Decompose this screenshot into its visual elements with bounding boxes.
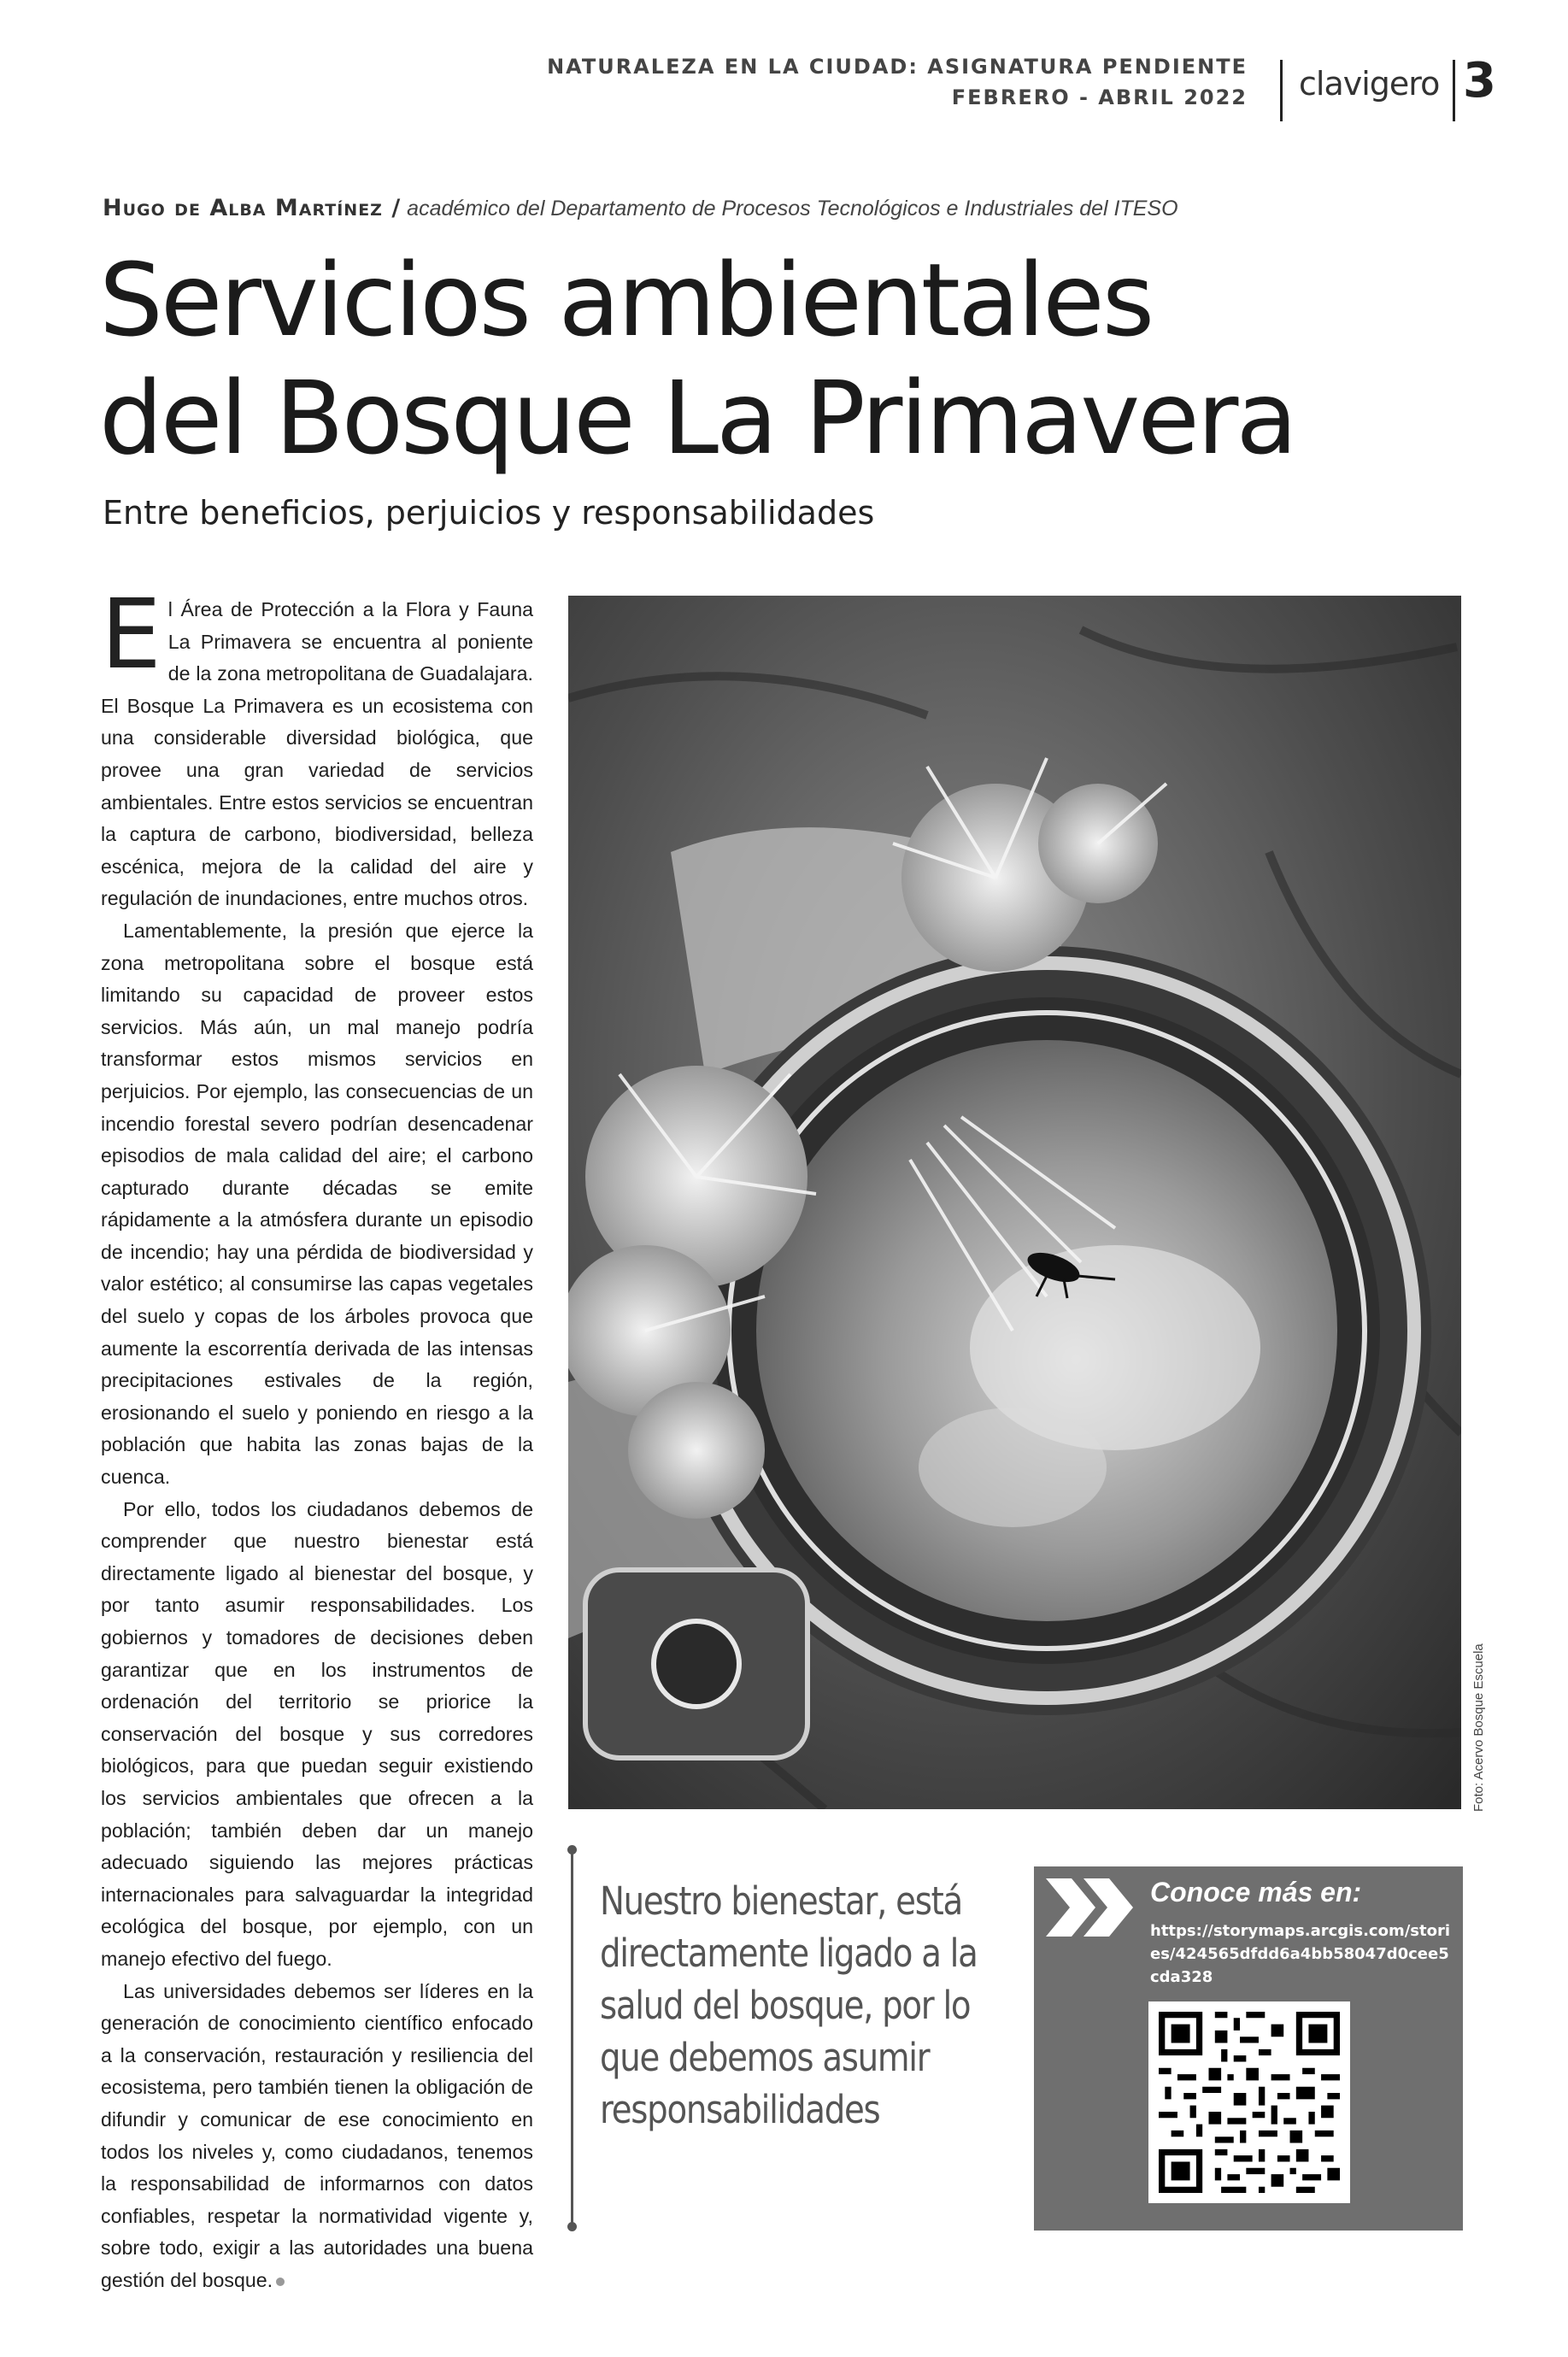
paragraph: El Área de Protección a la Flora y Fauna La Primavera se encuentra al poniente de la zona metropolitana de Guadalajara. El Bosque La Primavera es un ecosistema con una considerable diversidad biológica, que provee una gran variedad de servicios ambientales. Entre estos servicios se encuentran la captura de carbono, biodiversidad, belleza escénica, mejora de la calidad del aire y regulación de inundaciones, entre muchos otros. (101, 579, 533, 910)
issue-date: FEBRERO - ABRIL 2022 (951, 85, 1248, 109)
paragraph: Por ello, todos los ciudadanos debemos de comprender que nuestro bienestar está directamente ligado al bienestar del bosque, y por tanto asumir responsabilidades. Los gobiernos y tomadores de decisiones deben garantizar que en los instrumentos de ordenación del territorio se priorice la conservación del bosque y sus corredores biológicos, para que puedan seguir existiendo los servicios ambientales que ofrecen a la población; también deben dar un manejo adecuado siguiendo las mejores prácticas internacionales para salvaguardar la integridad ecológica del bosque, por ejemplo, con un manejo efectivo del fuego. (101, 1497, 533, 1970)
author-affiliation: académico del Departamento de Procesos Tecnológicos e Industriales del ITESO (407, 197, 1178, 220)
more-info-box (1034, 1866, 1463, 2231)
paragraph: Lamentablemente, la presión que ejerce la zona metropolitana sobre el bosque está limitando su capacidad de proveer estos servicios. Más aún, un mal manejo podría transformar estos mismos servicios en perjuicios. Por ejemplo, las consecuencias de un incendio forestal severo podrían desencadenar episodios de mala calidad del aire; el carbono capturado durante décadas se emite rápidamente a la atmósfera durante un episodio de incendio; hay una pérdida de biodiversidad y valor estético; al consumirse las capas vegetales del suelo y copas de los árboles provoca que aumente la escorrentía derivada de las intensas precipitaciones estivales de la región, erosionando el suelo y poniendo en riesgo a la población que habita las zonas bajas de la cuenca. (101, 919, 533, 1489)
double-chevron-icon (1042, 1873, 1136, 1942)
end-mark-icon (276, 2278, 285, 2286)
paragraph: Las universidades debemos ser líderes en la generación de conocimiento científico enfocado a la conservación, restauración y resiliencia del ecosistema, pero también tienen la obligación de difundir y comunicar de ese conocimiento en todos los niveles y, como ciudadanos, tenemos la responsabilidad de informarnos con datos confiables, respetar la normatividad vigente y, sobre todo, exigir a las autoridades una buena gestión del bosque. (101, 1979, 533, 2291)
header-divider (1280, 60, 1283, 121)
running-header (513, 51, 1248, 113)
title-line: Servicios ambientales (99, 241, 1153, 359)
article-subtitle: Entre beneficios, perjuicios y responsabilidades (103, 494, 875, 532)
more-info-link[interactable]: https://storymaps.arcgis.com/stories/424565dfdd6a4bb58047d0cee5cda328 (1150, 1922, 1450, 1986)
photo-credit: Foto: Acervo Bosque Escuela (1471, 1643, 1486, 1812)
article-title (99, 241, 1466, 477)
article-body (101, 579, 533, 2296)
page-number: 3 (1463, 53, 1496, 109)
publication-name: clavigero (1299, 65, 1440, 103)
byline (103, 195, 1470, 221)
drop-cap: E (101, 579, 161, 691)
pull-quote-rule (571, 1850, 573, 2226)
magnifier-flower-photo (568, 596, 1461, 1809)
section-title: NATURALEZA EN LA CIUDAD: ASIGNATURA PENDIENTE (547, 55, 1248, 79)
author-name: Hugo de Alba Martínez / (103, 195, 402, 221)
qr-code[interactable] (1148, 2001, 1350, 2203)
qr-code-icon (1159, 2012, 1340, 2193)
pull-quote: Nuestro bienestar, está directamente ligado a la salud del bosque, por lo que debemos asumir responsabilidades (600, 1878, 978, 2132)
title-line: del Bosque La Primavera (99, 359, 1295, 477)
more-info-title: Conoce más en: (1150, 1877, 1362, 1907)
header-divider (1453, 60, 1455, 121)
article-photo (568, 596, 1461, 1809)
